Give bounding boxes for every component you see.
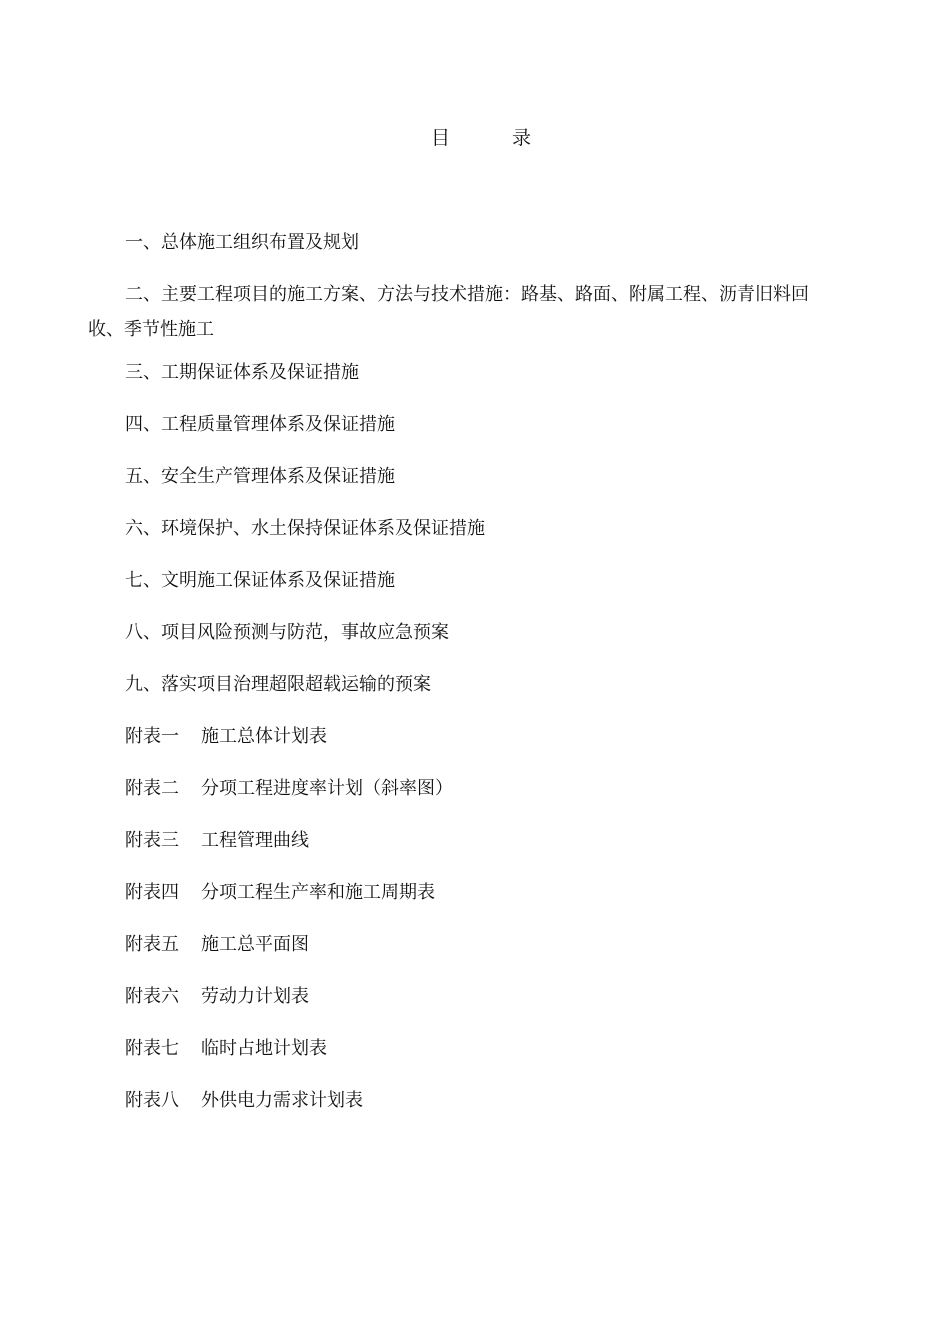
appendix-item (88, 1088, 870, 1114)
appendix-code: 附表三 (125, 830, 179, 851)
page-title: 目 录 (430, 127, 560, 149)
appendix-title: 施工总体计划表 (201, 726, 327, 747)
appendix-title: 分项工程进度率计划（斜率图） (201, 778, 453, 799)
appendix-title: 劳动力计划表 (201, 986, 309, 1007)
toc-item: 八、项目风险预测与防范，事故应急预案 (125, 622, 449, 643)
appendix-code: 附表八 (125, 1090, 179, 1111)
appendix-code: 附表四 (125, 882, 179, 903)
appendix-title: 分项工程生产率和施工周期表 (201, 882, 435, 903)
toc-item: 五、安全生产管理体系及保证措施 (125, 466, 395, 487)
toc-item: 三、工期保证体系及保证措施 (125, 362, 359, 383)
appendix-item (88, 1036, 870, 1062)
toc-item: 七、文明施工保证体系及保证措施 (125, 570, 395, 591)
toc-item-line2: 收、季节性施工 (88, 319, 214, 340)
toc-item: 一、总体施工组织布置及规划 (125, 232, 359, 253)
appendix-item (88, 776, 870, 802)
appendix-item (88, 828, 870, 854)
toc-item: 六、环境保护、水土保持保证体系及保证措施 (125, 518, 485, 539)
toc-item-line1: 二、主要工程项目的施工方案、方法与技术措施：路基、路面、附属工程、沥青旧料回 (125, 284, 809, 305)
toc-item: 四、工程质量管理体系及保证措施 (125, 414, 395, 435)
toc-item: 九、落实项目治理超限超载运输的预案 (125, 674, 431, 695)
table-of-contents (88, 230, 870, 1140)
appendix-code: 附表五 (125, 934, 179, 955)
appendix-code: 附表二 (125, 778, 179, 799)
appendix-code: 附表六 (125, 986, 179, 1007)
appendix-title: 施工总平面图 (201, 934, 309, 955)
appendix-code: 附表一 (125, 726, 179, 747)
appendix-item (88, 984, 870, 1010)
appendix-code: 附表七 (125, 1038, 179, 1059)
appendix-title: 工程管理曲线 (201, 830, 309, 851)
appendix-title: 外供电力需求计划表 (201, 1090, 363, 1111)
appendix-item (88, 724, 870, 750)
appendix-title: 临时占地计划表 (201, 1038, 327, 1059)
appendix-item (88, 932, 870, 958)
appendix-item (88, 880, 870, 906)
toc-item-section-2 (88, 282, 870, 343)
